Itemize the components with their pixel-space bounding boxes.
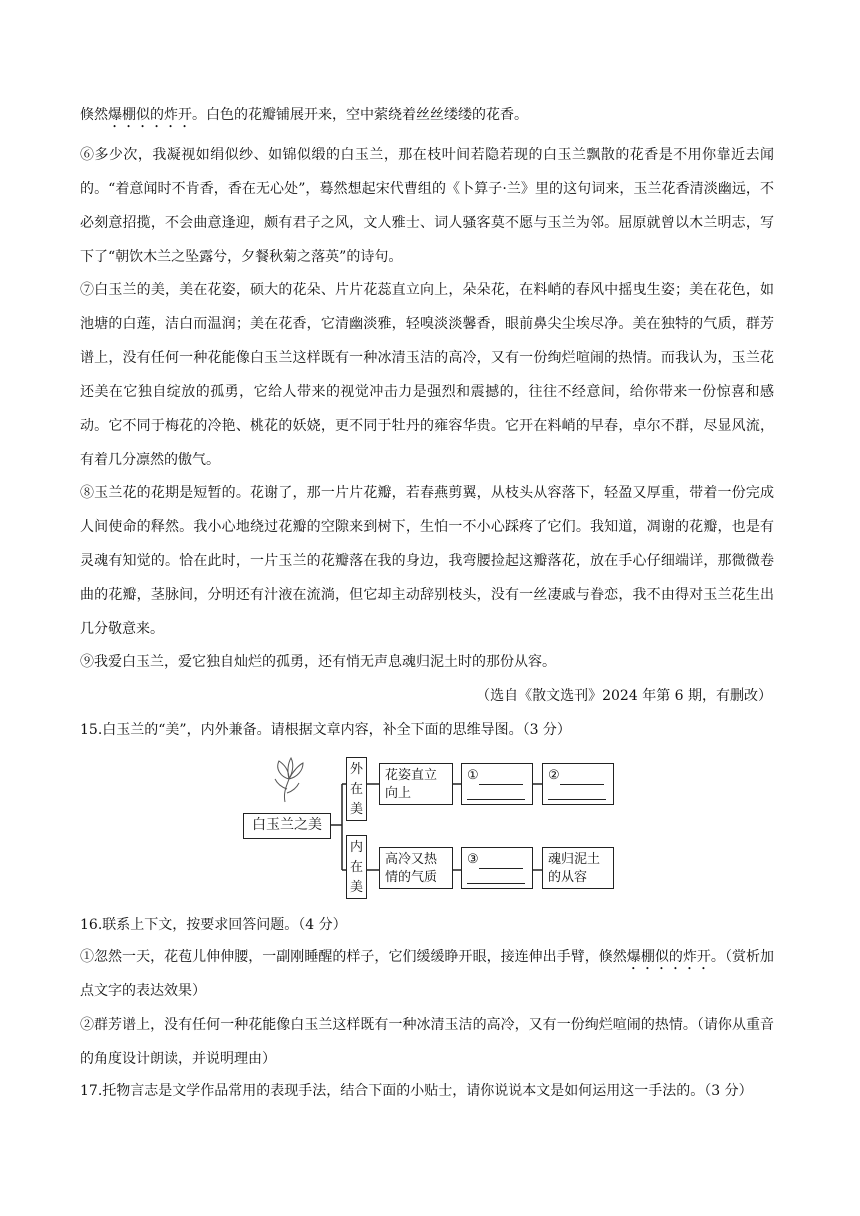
mindmap-inner-blank	[461, 847, 533, 889]
text: 倏然	[80, 107, 108, 123]
answer-blank	[560, 771, 604, 785]
paragraph-5-end	[80, 98, 774, 132]
mind-map	[243, 757, 618, 897]
dotted-emphasis-text: 爆棚似的炸开	[108, 107, 192, 123]
answer-blank	[479, 771, 523, 785]
question-16: 16.联系上下文，按要求回答问题。（4 分）	[80, 917, 347, 933]
paragraph-9: ⑨我爱白玉兰，爱它独自灿烂的孤勇，还有悄无声息魂归泥土时的那份从容。	[80, 654, 556, 670]
source-citation: （选自《散文选刊》2024 年第 6 期，有删改）	[476, 688, 772, 704]
mindmap-branch-inner: 内在美	[346, 835, 367, 899]
mindmap-inner-3: 魂归泥土的从容	[542, 847, 614, 889]
question-16-1	[80, 940, 774, 1008]
paragraph-6: ⑥多少次，我凝视如绢似纱、如锦似缎的白玉兰，那在枝叶间若隐若现的白玉兰飘散的花香是不用你靠近去闻的。“着意闻时不肯香，香在无心处”，蓦然想起宋代曹组的《卜算子·兰》里的这句词来，玉兰花香清淡幽远，不必刻意招揽，不会曲意逢迎，颇有君子之风，文人雅士、词人骚客莫不愿与玉兰为邻。屈原就曾以木兰明志，写下了“朝饮木兰之坠露兮，夕餐秋菊之落英”的诗句。	[80, 147, 774, 265]
answer-blank	[467, 785, 525, 800]
question-16-2: ②群芳谱上，没有任何一种花能像白玉兰这样既有一种冰清玉洁的高冷，又有一份绚烂喧闹的热情。（请你从重音的角度设计朗读，并说明理由）	[80, 1017, 774, 1067]
mindmap-branch-outer: 外在美	[346, 757, 367, 821]
answer-blank	[479, 855, 523, 869]
mindmap-root: 白玉兰之美	[243, 813, 331, 839]
question-17: 17.托物言志是文学作品常用的表现手法，结合下面的小贴士，请你说说本文是如何运用这一手法的。（3 分）	[80, 1083, 753, 1099]
dotted-emphasis-text: 爆棚似的炸开	[626, 949, 711, 965]
text: ①忽然一天，花苞儿伸伸腰，一副刚睡醒的样子，它们缓缓睁开眼，接连伸出手臂，倏然	[80, 949, 627, 965]
magnolia-icon	[275, 758, 303, 802]
blank-number: ②	[548, 768, 560, 783]
paragraph-7: ⑦白玉兰的美，美在花姿，硕大的花朵、片片花蕊直立向上，朵朵花，在料峭的春风中摇曳生姿；美在花色，如池塘的白莲，洁白而温润；美在花香，它清幽淡雅，轻嗅淡淡馨香，眼前鼻尖尘埃尽净。美在独特的气质，群芳谱上，没有任何一种花能像白玉兰这样既有一种冰清玉洁的高冷，又有一份绚烂喧闹的热情。而我认为，玉兰花还美在它独自绽放的孤勇，它给人带来的视觉冲击力是强烈和震撼的，往往不经意间，给你带来一份惊喜和感动。它不同于梅花的冷艳、桃花的妖娆，更不同于牡丹的雍容华贵。它开在料峭的早春，卓尔不群，尽显风流，有着几分凛然的傲气。	[80, 282, 774, 468]
mindmap-outer-blank-1	[461, 763, 533, 805]
mindmap-outer-blank-2	[542, 763, 614, 805]
question-15: 15.白玉兰的“美”，内外兼备。请根据文章内容，补全下面的思维导图。（3 分）	[80, 722, 571, 738]
answer-blank	[467, 869, 525, 884]
blank-number: ①	[467, 768, 479, 783]
text: 。（赏析加点文字的表达效果）	[80, 949, 775, 999]
mindmap-inner-1: 高冷又热情的气质	[379, 847, 453, 889]
answer-blank	[548, 785, 606, 800]
paragraph-8: ⑧玉兰花的花期是短暂的。花谢了，那一片片花瓣，若春燕剪翼，从枝头从容落下，轻盈又厚重，带着一份完成人间使命的释然。我小心地绕过花瓣的空隙来到树下，生怕一不小心踩疼了它们。我知道，凋谢的花瓣，也是有灵魂有知觉的。恰在此时，一片玉兰的花瓣落在我的身边，我弯腰捡起这瓣落花，放在手心仔细端详，那微微卷曲的花瓣，茎脉间，分明还有汁液在流淌，但它却主动辞别枝头，没有一丝凄戚与眷恋，我不由得对玉兰花生出几分敬意来。	[80, 485, 774, 637]
text: 。白色的花瓣铺展开来，空中萦绕着丝丝缕缕的花香。	[192, 107, 528, 123]
mindmap-outer-1: 花姿直立向上	[379, 763, 453, 805]
blank-number: ③	[467, 852, 479, 867]
